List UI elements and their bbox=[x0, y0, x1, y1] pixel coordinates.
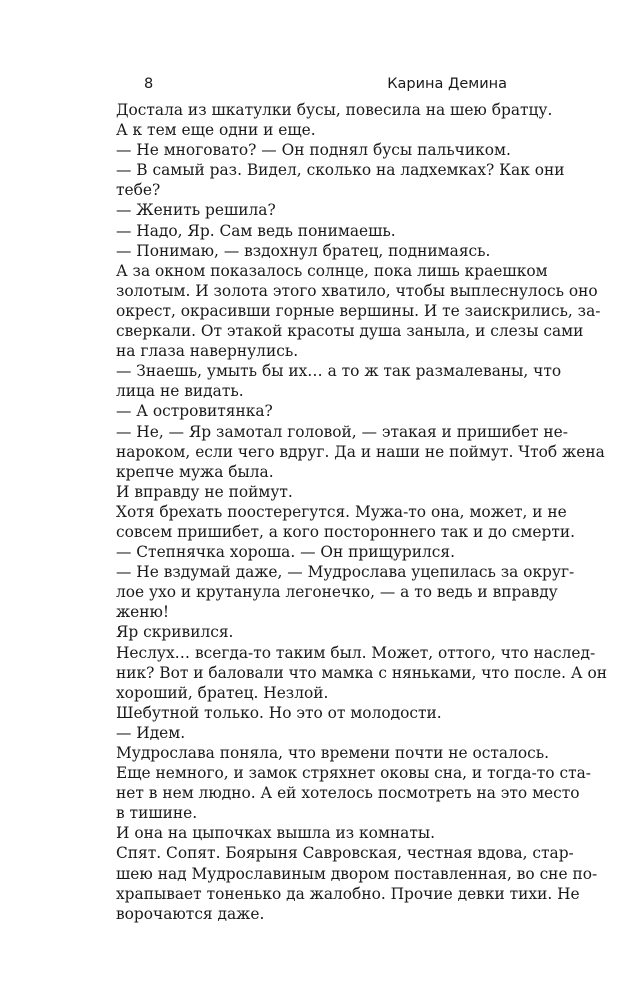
text-line: в тишине. bbox=[116, 804, 198, 823]
text-line: — Идем. bbox=[116, 723, 186, 742]
body-text bbox=[116, 100, 607, 924]
text-line: — А островитянка? bbox=[116, 402, 273, 421]
text-line: А за окном показалось солнце, пока лишь краешком bbox=[116, 261, 548, 280]
text-line: Хотя брехать поостерегутся. Мужа-то она, может, и не bbox=[116, 502, 567, 521]
text-line: хороший, братец. Незлой. bbox=[116, 683, 329, 702]
text-line: — Не, — Яр замотал головой, — этакая и пришибет не- bbox=[116, 422, 568, 441]
text-line: нет в нем людно. А ей хотелось посмотреть на это место bbox=[116, 784, 580, 803]
text-line: А к тем еще одни и еще. bbox=[116, 121, 316, 140]
text-line: тебе? bbox=[116, 181, 161, 200]
text-line: нароком, если чего вдруг. Да и наши не поймут. Чтоб жена bbox=[116, 442, 605, 461]
page-header bbox=[116, 76, 507, 96]
text-line: И она на цыпочках вышла из комнаты. bbox=[116, 824, 436, 843]
text-line: женю! bbox=[116, 603, 170, 622]
text-line: И вправду не поймут. bbox=[116, 482, 293, 501]
text-line: — В самый раз. Видел, сколько на ладхемках? Как они bbox=[116, 161, 565, 180]
text-line: — Женить решила? bbox=[116, 201, 276, 220]
text-line: Неслух… всегда-то таким был. Может, оттого, что наслед- bbox=[116, 643, 596, 662]
text-line: шею над Мудрославиным двором поставленная, во сне по- bbox=[116, 864, 598, 883]
text-line: — Надо, Яр. Сам ведь понимаешь. bbox=[116, 221, 396, 240]
text-line: лое ухо и крутанула легонечко, — а то ведь и вправду bbox=[116, 583, 558, 602]
text-line: Спят. Сопят. Боярыня Савровская, честная вдова, стар- bbox=[116, 844, 574, 863]
text-line: — Понимаю, — вздохнул братец, поднимаясь. bbox=[116, 241, 491, 260]
text-line: окрест, окрасивши горные вершины. И те заискрились, за- bbox=[116, 301, 601, 320]
text-line: крепче мужа была. bbox=[116, 462, 274, 481]
text-line: — Не многовато? — Он поднял бусы пальчиком. bbox=[116, 141, 511, 160]
text-line: — Знаешь, умыть бы их… а то ж так размалеваны, что bbox=[116, 362, 562, 381]
text-line: Достала из шкатулки бусы, повесила на шею братцу. bbox=[116, 101, 553, 119]
text-line: сверкали. От этакой красоты душа заныла, и слезы сами bbox=[116, 322, 584, 341]
text-line: золотым. И золота этого хватило, чтобы выплеснулось оно bbox=[116, 281, 598, 300]
text-line: на глаза навернулись. bbox=[116, 342, 299, 361]
text-line: — Степнячка хороша. — Он прищурился. bbox=[116, 543, 455, 562]
page-number: 8 bbox=[144, 76, 154, 92]
text-line: Яр скривился. bbox=[116, 623, 234, 642]
text-line: Еще немного, и замок стряхнет оковы сна, и тогда-то ста- bbox=[116, 764, 591, 783]
text-line: совсем пришибет, а кого постороннего так и до смерти. bbox=[116, 522, 576, 541]
text-line: Мудрослава поняла, что времени почти не осталось. bbox=[116, 744, 550, 762]
text-line: — Не вздумай даже, — Мудрослава уцепилась за округ- bbox=[116, 563, 575, 582]
text-line: лица не видать. bbox=[116, 382, 244, 401]
text-line: ник? Вот и баловали что мамка с няньками, что после. А он bbox=[116, 663, 607, 682]
text-line: ворочаются даже. bbox=[116, 904, 265, 923]
author-running-head: Карина Демина bbox=[387, 76, 507, 92]
text-line: храпывает тоненько да жалобно. Прочие девки тихи. Не bbox=[116, 884, 580, 903]
text-line: Шебутной только. Но это от молодости. bbox=[116, 703, 442, 722]
